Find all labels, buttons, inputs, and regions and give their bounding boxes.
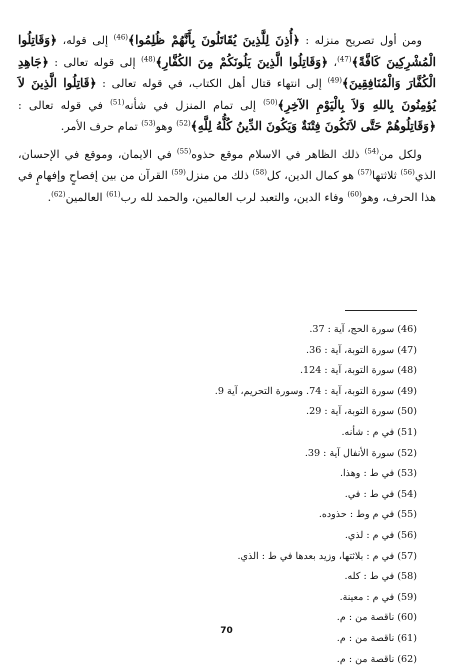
body-text-run: هو كمال الدين، كل bbox=[267, 169, 358, 182]
footnote-item: (57) في م : بلاثتها، وزيد بعدها في ط : الذي. bbox=[37, 547, 417, 568]
footnote-separator bbox=[345, 310, 417, 311]
page-number: 70 bbox=[0, 626, 453, 636]
footnote-ref: (61) bbox=[106, 190, 120, 198]
quranic-verse: ﴿وَقَاتِلُوا الَّذِينَ يَلُونَكُمْ مِنَ الكُفَّارِ﴾ bbox=[155, 55, 328, 69]
quranic-verse: ﴿وَقَاتِلُوهُمْ حَتَّى لاَتَكُونَ فِتْنَةٌ وَيَكُونَ الدِّينُ كُلُّهُ لِلَّهِ﴾ bbox=[191, 119, 436, 133]
body-text-run: إلى قوله تعالى : bbox=[49, 56, 141, 69]
body-text-run: ذلك من منزل bbox=[186, 169, 253, 182]
footnote-item: (52) سورة الأنفال آية : 39. bbox=[37, 444, 417, 465]
footnote-item: (61) ناقصة من : م. bbox=[37, 629, 417, 650]
body-text-run: تمام حرف الأمر. bbox=[61, 120, 141, 133]
footnote-ref: (59) bbox=[171, 168, 185, 176]
footnote-ref: (50) bbox=[263, 98, 277, 106]
body-text-run: وفاء الدين، والتعبد لرب العالمين، والحمد لله رب bbox=[121, 191, 348, 204]
footnote-item: (56) في م : لذي. bbox=[37, 526, 417, 547]
footnote-ref: (51) bbox=[110, 98, 124, 106]
body-text-run: . bbox=[48, 191, 52, 204]
quranic-verse: ﴿وَقَاتِلُوا الْمُشْرِكِينَ كَافَّةً﴾ bbox=[18, 33, 436, 69]
footnote-ref: (58) bbox=[253, 168, 267, 176]
quranic-verse: ﴿أُذِنَ لِلَّذِينَ يُقَاتَلُونَ بِأَنَّهُمْ ظُلِمُوا﴾ bbox=[128, 33, 300, 47]
body-text-run: ، bbox=[328, 56, 337, 69]
body-text-run: ومن أول تصريح منزله : bbox=[300, 34, 422, 47]
footnote-item: (54) في ط : في. bbox=[37, 485, 417, 506]
footnote-ref: (62) bbox=[51, 190, 65, 198]
footnote-ref: (46) bbox=[114, 33, 128, 41]
footnote-ref: (57) bbox=[358, 168, 372, 176]
footnote-item: (51) في م : شأنه. bbox=[37, 423, 417, 444]
footnote-ref: (60) bbox=[347, 190, 361, 198]
body-paragraph bbox=[18, 144, 436, 209]
body-text-run: إلى قوله، bbox=[57, 34, 114, 47]
footnote-item: (58) في ط : كله. bbox=[37, 567, 417, 588]
body-text-run: ولكل من bbox=[379, 148, 422, 161]
footnote-ref: (49) bbox=[328, 76, 342, 84]
footnote-item: (60) ناقصة من : م. bbox=[37, 608, 417, 629]
body-text bbox=[18, 30, 436, 214]
body-text-run: في قوله تعالى : bbox=[18, 99, 110, 112]
footnote-item: (49) سورة التوبة، آية : 74. وسورة التحريم، آية 9. bbox=[37, 382, 417, 403]
body-text-run: القرآن من بين إفصاحٍ وإفهامٍ في هذا الحرف، وهو bbox=[18, 169, 436, 204]
footnote-ref: (55) bbox=[177, 147, 191, 155]
quranic-verse: ﴿جَاهِدِ الْكُفَّارَ وَالْمُنَافِقِينَ﴾ bbox=[18, 55, 436, 91]
footnote-item: (53) في ط : وهذا. bbox=[37, 464, 417, 485]
body-text-run: العالمين bbox=[66, 191, 107, 204]
footnote-ref: (48) bbox=[141, 55, 155, 63]
footnote-item: (47) سورة التوبة، آية : 36. bbox=[37, 341, 417, 362]
footnote-item: (59) في م : معينة. bbox=[37, 588, 417, 609]
body-text-run: ذلك الظاهر في الاسلام موقع حذوه bbox=[191, 148, 364, 161]
quranic-verse: ﴿قَاتِلُوا الَّذِينَ لاَ يُؤمِنُونَ بِاللهِ وَلاَ بِالْيَوْمِ الآخِرِ﴾ bbox=[18, 76, 436, 112]
footnote-item: (48) سورة التوبة، آية : 124. bbox=[37, 361, 417, 382]
body-text-run: إلى انتهاء قتال أهل الكتاب، في قوله تعالى : bbox=[96, 77, 327, 90]
footnotes-list bbox=[37, 320, 417, 670]
body-text-run: في الايمان، وموقع في الإحسان، الذي bbox=[18, 148, 436, 183]
footnote-ref: (52) bbox=[176, 119, 190, 127]
footnote-ref: (53) bbox=[141, 119, 155, 127]
footnote-item: (55) في م وط : حذوده. bbox=[37, 505, 417, 526]
footnote-ref: (56) bbox=[400, 168, 414, 176]
body-paragraph bbox=[18, 30, 436, 138]
footnote-ref: (54) bbox=[365, 147, 379, 155]
footnote-item: (46) سورة الحج، آية : 37. bbox=[37, 320, 417, 341]
body-text-run: وهو bbox=[156, 120, 177, 133]
body-text-run: ثلاثتها bbox=[372, 169, 400, 182]
footnote-item: (62) ناقصة من : م. bbox=[37, 650, 417, 670]
footnote-item: (50) سورة التوبة، آية : 29. bbox=[37, 402, 417, 423]
body-text-run: إلى تمام المنزل في شأنه bbox=[125, 99, 264, 112]
footnote-ref: (47) bbox=[337, 55, 351, 63]
